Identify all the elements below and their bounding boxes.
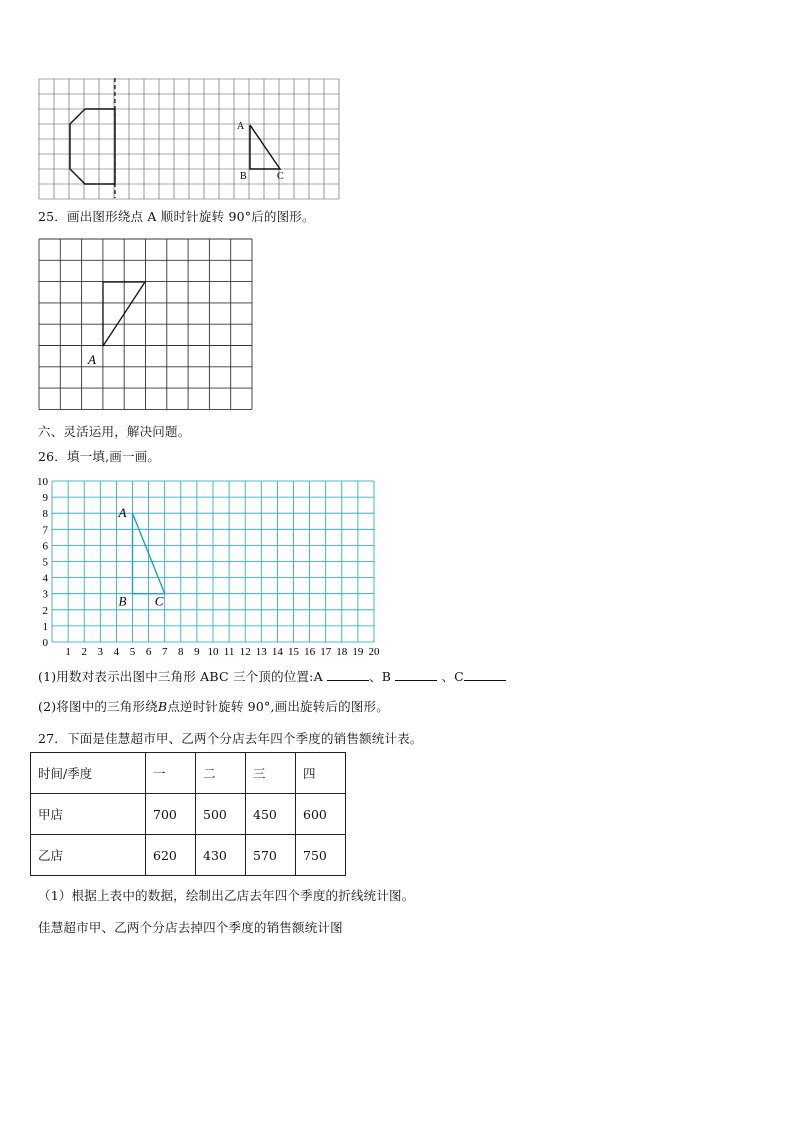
section-six-heading: 六、灵活运用，解决问题。 — [38, 424, 191, 439]
table-cell: 570 — [246, 835, 296, 876]
question-27-part-1: （1）根据上表中的数据，绘制出乙店去年四个季度的折线统计图。 — [38, 888, 415, 903]
table-cell: 二 — [196, 753, 246, 794]
point-c-label: C — [277, 171, 284, 182]
point-label: C — [154, 593, 164, 609]
answer-blank-a[interactable] — [327, 668, 369, 681]
table-row — [31, 794, 346, 835]
point-label: B — [118, 593, 127, 609]
grid-figure-1 — [38, 78, 342, 200]
question-26: 26．填一填,画一画。 — [38, 449, 161, 464]
point-b-ref: B — [157, 699, 168, 714]
part-2-text-end: 点逆时针旋转 90°,画出旋转后的图形。 — [167, 699, 389, 714]
question-27: 27．下面是佳慧超市甲、乙两个分店去年四个季度的销售额统计表。 — [38, 731, 423, 746]
table-cell: 600 — [296, 794, 346, 835]
y-tick-label: 1 — [42, 620, 48, 633]
x-tick-label: 8 — [178, 646, 184, 656]
point-a-label: A — [237, 121, 245, 132]
table-cell: 700 — [146, 794, 196, 835]
x-tick-label: 10 — [207, 646, 219, 656]
x-tick-label: 1 — [65, 646, 71, 656]
triangle-shape — [250, 125, 280, 169]
x-tick-label: 15 — [288, 646, 299, 656]
part-1-text: (1)用数对表示出图中三角形 ABC 三个顶的位置:A — [38, 669, 323, 684]
table-cell: 620 — [146, 835, 196, 876]
part-2-text-start: (2)将图中的三角形绕 — [38, 699, 158, 714]
y-tick-label: 7 — [42, 524, 48, 537]
table-cell: 乙店 — [31, 835, 146, 876]
x-tick-label: 5 — [129, 646, 136, 656]
table-cell: 甲店 — [31, 794, 146, 835]
coordinate-grid — [30, 470, 390, 656]
x-tick-label: 13 — [255, 646, 267, 656]
grid-figure-2 — [38, 238, 256, 414]
y-tick-label: 2 — [42, 604, 48, 617]
x-tick-label: 3 — [97, 646, 104, 656]
table-cell: 四 — [296, 753, 346, 794]
y-tick-label: 9 — [42, 492, 48, 505]
sales-table — [30, 752, 346, 876]
octagon-shape — [70, 109, 115, 184]
x-tick-label: 6 — [145, 646, 152, 656]
y-tick-label: 3 — [42, 588, 48, 601]
y-tick-label: 4 — [42, 572, 48, 585]
x-tick-label: 7 — [161, 646, 168, 656]
table-cell: 450 — [246, 794, 296, 835]
question-26-part-1 — [38, 667, 506, 685]
x-tick-label: 12 — [239, 646, 251, 656]
x-tick-label: 18 — [336, 646, 348, 656]
table-cell: 500 — [196, 794, 246, 835]
question-26-part-2 — [38, 697, 389, 715]
y-tick-label: 10 — [37, 476, 48, 488]
y-tick-label: 6 — [42, 540, 48, 553]
y-tick-label: 8 — [42, 508, 48, 521]
answer-blank-c[interactable] — [464, 668, 506, 681]
question-25: 25．画出图形绕点 A 顺时针旋转 90°后的图形。 — [38, 209, 315, 224]
x-tick-label: 17 — [320, 646, 332, 656]
table-cell: 430 — [196, 835, 246, 876]
x-tick-label: 2 — [81, 646, 87, 656]
answer-blank-b[interactable] — [395, 668, 437, 681]
x-tick-label: 16 — [304, 646, 316, 656]
x-tick-label: 14 — [271, 646, 283, 656]
table-cell: 时间/季度 — [31, 753, 146, 794]
table-cell: 一 — [146, 753, 196, 794]
x-tick-label: 4 — [113, 646, 120, 656]
table-header-row — [31, 753, 346, 794]
part-1-b-text: 、B — [369, 669, 392, 684]
y-tick-label: 0 — [42, 637, 48, 649]
table-cell: 750 — [296, 835, 346, 876]
x-tick-label: 9 — [194, 646, 200, 656]
point-label: A — [118, 505, 127, 521]
point-a-label: A — [88, 352, 96, 367]
x-tick-label: 20 — [368, 646, 380, 656]
x-tick-label: 11 — [223, 646, 235, 656]
table-row — [31, 835, 346, 876]
part-1-c-text: 、C — [441, 669, 464, 684]
y-tick-label: 5 — [42, 556, 48, 569]
table-cell: 三 — [246, 753, 296, 794]
chart-caption: 佳慧超市甲、乙两个分店去掉四个季度的销售额统计图 — [38, 920, 343, 935]
x-tick-label: 19 — [352, 646, 364, 656]
point-b-label: B — [240, 171, 247, 182]
